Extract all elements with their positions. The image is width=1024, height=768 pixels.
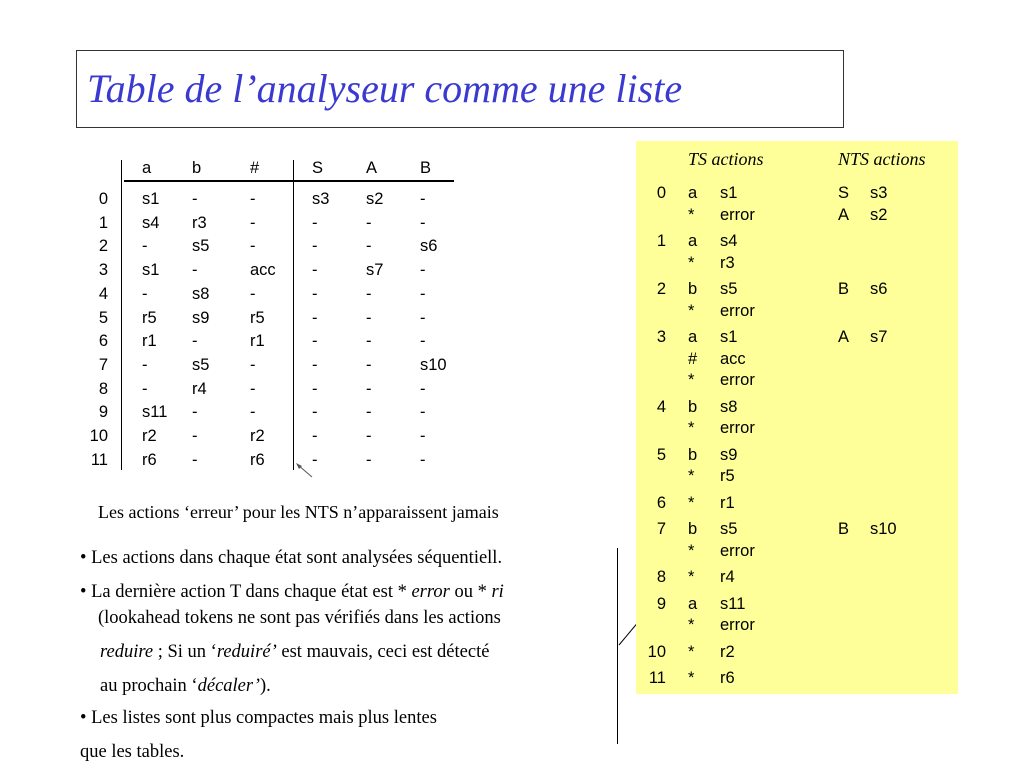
nonterminal-action: s10 [870,520,897,538]
token: b [688,520,698,538]
list-row [636,279,958,300]
list-row [636,397,958,418]
table-cell: - [420,450,426,469]
column-header: # [250,159,260,177]
table-cell: - [366,308,372,327]
list-row [636,541,958,562]
action: error [720,419,755,437]
action: s4 [720,232,738,250]
bullet-1: • Les actions dans chaque état sont analysées séquentiell. [80,548,503,568]
table-cell: - [420,284,426,303]
token: a [688,184,698,202]
nonterminal: S [838,184,850,202]
table-cell: - [192,427,198,445]
list-row [636,615,958,636]
state-number: 8 [98,379,108,398]
state-number: 1 [98,213,108,232]
nonterminal: A [838,205,850,224]
table-cell: - [420,190,426,208]
nonterminal-action: s2 [870,205,888,224]
column-header: a [142,159,152,177]
state-number: 5 [656,445,666,464]
table-cell: s9 [192,308,210,327]
state-number: 9 [98,403,108,422]
table-cell: - [420,308,426,327]
table-cell: - [250,284,256,303]
action: r3 [720,253,735,272]
bullet-3-line-2: que les tables. [80,742,185,762]
action: error [720,301,755,320]
table-cell: - [366,332,372,351]
bullet-2-line-2: (lookahead tokens ne sont pas vérifiés dans les actions [98,608,501,628]
bullet-2-line-4 [100,674,271,698]
table-cell: - [312,261,318,280]
action: s8 [720,397,738,416]
list-row [636,668,958,689]
table-cell: - [192,332,198,351]
table-cell: - [250,213,256,232]
table-cell: - [420,261,426,280]
table-cell: - [312,427,318,445]
list-row [636,231,958,252]
table-cell: - [312,237,318,256]
state-number: 8 [656,568,666,586]
table-cell: s3 [312,190,330,208]
table-cell: - [250,379,256,398]
state-number: 10 [89,427,108,445]
list-row [636,301,958,322]
table-cell: - [366,450,372,469]
table-cell: - [192,403,198,422]
state-number: 1 [656,232,666,250]
state-number: 6 [656,493,666,512]
table-cell: - [142,284,148,303]
table-cell: s11 [142,403,168,422]
state-number: 10 [647,642,666,661]
token: * [688,467,695,485]
list-row [636,205,958,226]
table-cell: - [366,427,372,445]
list-row [636,642,958,663]
table-cell: s5 [192,237,210,256]
ts-actions-header: TS actions [688,149,764,169]
token: * [688,205,695,224]
state-number: 11 [90,450,108,469]
token: b [688,280,698,298]
nts-actions-header: NTS actions [838,149,926,169]
list-row [636,519,958,540]
table-cell: s5 [192,355,210,374]
table-cell: - [312,284,318,303]
table-cell: - [250,190,256,208]
reduire-term-2: reduiré’ [216,642,277,662]
table-cell: - [420,213,426,232]
nonterminal-action: s6 [870,280,888,298]
token: * [688,642,695,661]
table-cell: acc [250,261,276,280]
token: * [688,371,695,389]
table-cell: - [420,427,426,445]
list-row [636,466,958,487]
table-cell: - [312,213,318,232]
table-cell: s8 [192,284,210,303]
list-row [636,567,958,588]
column-header: b [192,159,202,177]
token: b [688,445,698,464]
table-cell: r1 [250,332,265,351]
list-row [636,418,958,439]
table-cell: s1 [142,190,160,208]
table-cell: - [312,355,318,374]
table-cell: - [420,403,426,422]
state-number: 9 [656,594,666,613]
action: s1 [720,328,738,346]
table-cell: - [312,450,318,469]
state-number: 5 [98,308,108,327]
nts-note: Les actions ‘erreur’ pour les NTS n’apparaissent jamais [98,502,499,522]
list-row [636,183,958,204]
token: * [688,669,695,687]
action: r6 [720,669,735,687]
state-number: 11 [648,669,666,687]
table-cell: - [366,213,372,232]
token: a [688,328,698,346]
list-row [636,327,958,348]
token: * [688,616,695,634]
token: * [688,253,695,272]
action: s5 [720,520,738,538]
action: s1 [720,184,738,202]
action: r1 [720,493,735,512]
state-number: 6 [98,332,108,351]
state-number: 7 [656,520,666,538]
column-header: S [312,159,324,177]
table-cell: r6 [250,450,265,469]
action: r5 [720,467,735,485]
token: * [688,493,695,512]
table-cell: - [250,403,256,422]
action: r4 [720,568,735,586]
table-cell: - [312,379,318,398]
token: a [688,594,698,613]
table-cell: - [312,403,318,422]
slide-title: Table de l’analyseur comme une liste [87,66,683,111]
table-cell: - [312,308,318,327]
list-row [636,349,958,370]
state-number: 3 [98,261,108,280]
token: * [688,568,695,586]
table-cell: - [420,379,426,398]
nonterminal: B [838,520,850,538]
nonterminal-action: s3 [870,184,888,202]
list-row [636,594,958,615]
table-cell: r1 [142,332,157,351]
bullet-2 [80,580,504,604]
list-table [636,141,958,694]
table-cell: - [192,190,198,208]
state-number: 3 [656,328,666,346]
list-row [636,493,958,514]
table-cell: - [366,403,372,422]
action: error [720,205,755,224]
token: * [688,419,695,437]
action: s9 [720,445,738,464]
table-cell: s4 [142,213,160,232]
table-cell: - [312,332,318,351]
action: s5 [720,280,738,298]
state-number: 7 [98,355,108,374]
nonterminal-action: s7 [870,328,888,346]
table-cell: s10 [420,355,447,374]
bullet-2-error: error [411,582,450,602]
table-cell: r2 [142,427,157,445]
table-cell: - [142,379,148,398]
token: a [688,232,698,250]
table-cell: r5 [142,308,157,327]
table-cell: - [366,379,372,398]
table-cell: - [192,450,198,469]
action: acc [720,349,746,368]
nonterminal: B [838,280,850,298]
bullet-2-ri: ri [491,582,504,602]
action: r2 [720,642,735,661]
token: # [688,349,698,368]
action: error [720,616,755,634]
table-cell: - [142,237,148,256]
table-cell: - [250,355,256,374]
line-3-end: est mauvais, ceci est détecté [276,642,490,662]
table-cell: s1 [142,261,160,280]
bullet-2-text: • La dernière action T dans chaque état est * [80,582,412,602]
bullet-3: • Les listes sont plus compactes mais plus lentes [80,708,437,728]
table-cell: r3 [192,213,207,232]
nonterminal: A [838,328,850,346]
table-cell: - [366,237,372,256]
action: error [720,371,755,389]
line-4-end: ). [259,676,271,696]
state-number: 4 [98,284,108,303]
side-rule [617,548,618,744]
list-row [636,370,958,391]
bullet-2-line-3 [100,640,489,664]
reduire-term: reduire [100,642,154,662]
table-cell: - [192,261,198,280]
list-row [636,445,958,466]
action: s11 [720,594,746,613]
table-cell: - [250,237,256,256]
table-cell: r6 [142,450,157,469]
line-3-mid: ; Si un ‘ [153,642,217,662]
state-number: 2 [98,237,108,256]
token: * [688,541,695,560]
table-cell: s2 [366,190,384,208]
column-header: A [366,159,378,177]
table-cell: - [420,332,426,351]
line-4-pre: au prochain ‘ [100,676,198,696]
list-row [636,253,958,274]
decaler-term: décaler’ [197,676,260,696]
token: * [688,301,695,320]
table-cell: r4 [192,379,207,398]
table-cell: r5 [250,308,265,327]
column-header: B [420,159,432,177]
table-cell: - [366,355,372,374]
state-number: 2 [656,280,666,298]
token: b [688,397,698,416]
table-cell: s6 [420,237,438,256]
state-number: 4 [656,397,666,416]
bullet-2-mid: ou * [449,582,492,602]
table-cell: - [142,355,148,374]
table-cell: - [366,284,372,303]
table-cell: s7 [366,261,384,280]
state-number: 0 [98,190,108,208]
state-number: 0 [656,184,666,202]
action: error [720,541,755,560]
table-cell: r2 [250,427,265,445]
